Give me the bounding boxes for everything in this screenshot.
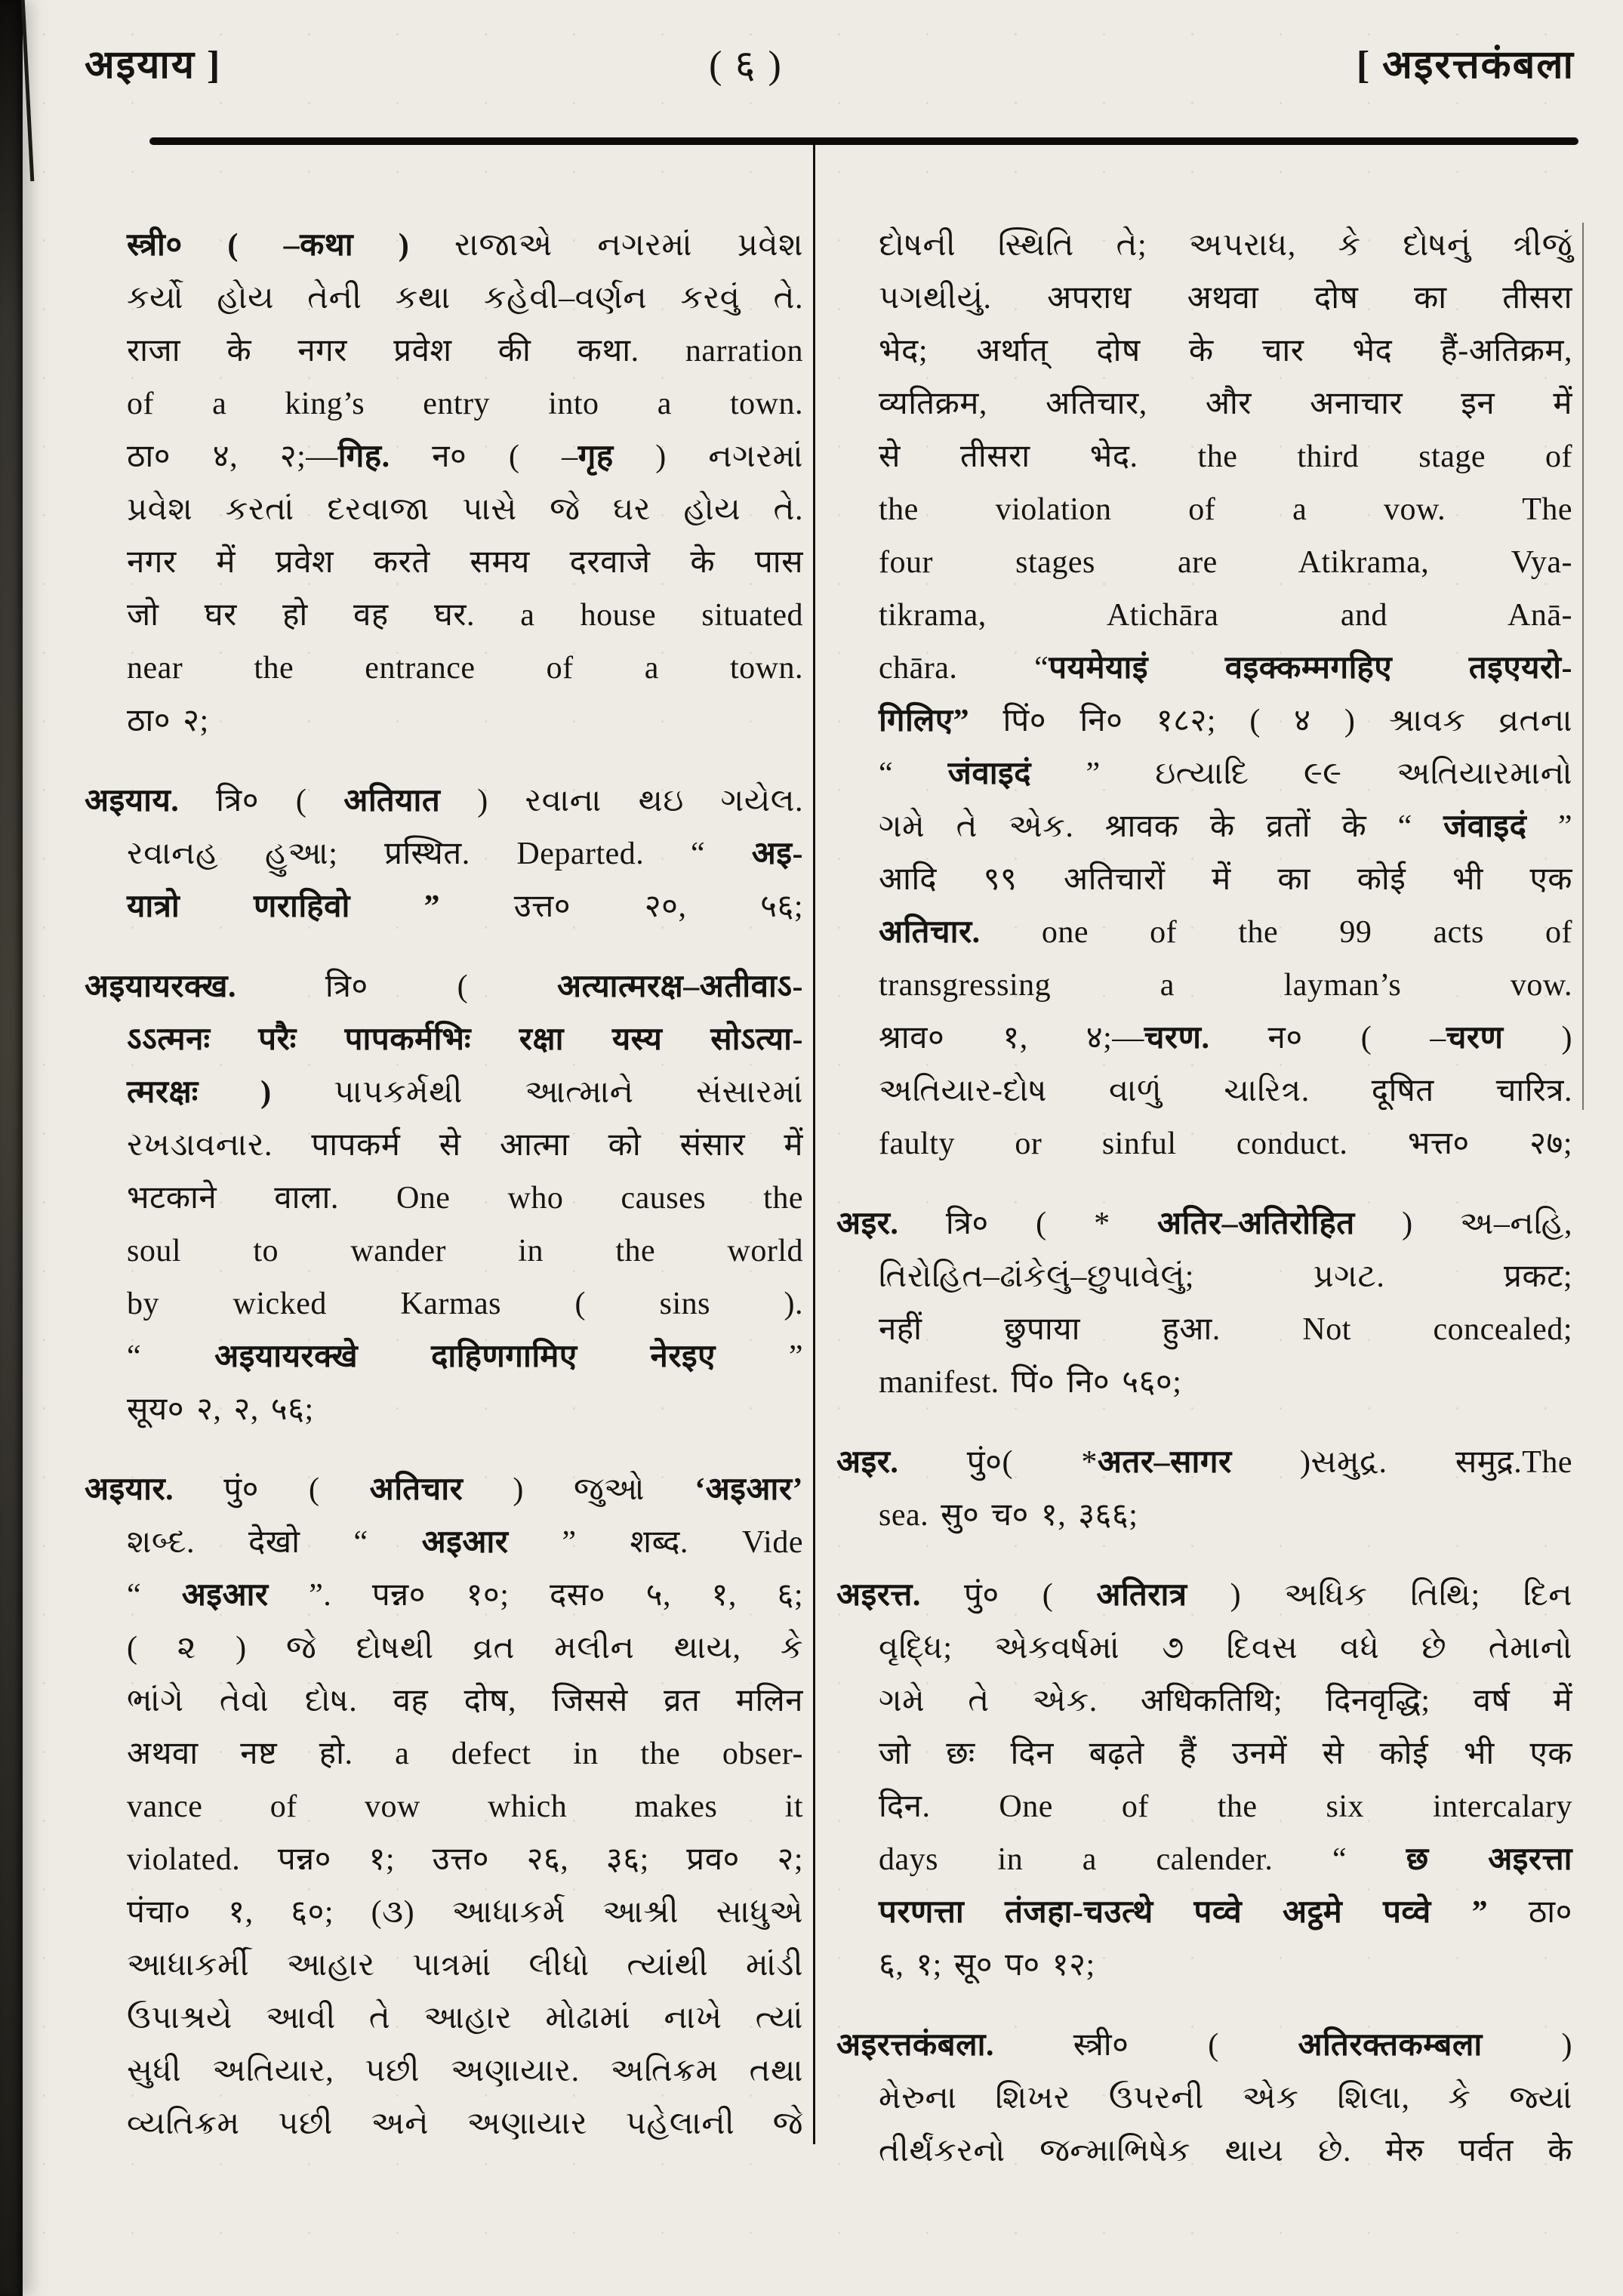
body-text: faulty or sinful conduct. भत्त० २७; (879, 1126, 1572, 1161)
body-text: one of the 99 acts of (980, 915, 1572, 950)
text-line (85, 2045, 803, 2097)
headword-text: अइयाय. (85, 784, 180, 818)
text-line (85, 219, 803, 272)
body-text: ”. पन्न० १०; दस० ५, १, ६; (268, 1578, 803, 1613)
body-text: ६, १; सू० प० १२; (879, 1948, 1095, 1983)
headword-text: गृह (577, 439, 614, 474)
text-line (85, 1225, 803, 1277)
body-text: ठा० ४, २;— (127, 439, 338, 474)
body-text: violated. पन्न० १; उत्त० २६, ३६; प्रव० २; (127, 1842, 803, 1877)
body-text: વ્યતિક્રમ પછી અને અણાયાર પહેલાની જે (127, 2106, 803, 2141)
left-column (85, 219, 803, 2150)
text-line (85, 1622, 803, 1675)
body-text: ” ઇત્યાદિ ૯૯ અતિયારમાનો (1031, 757, 1572, 791)
headword-text: अइआर (181, 1578, 269, 1613)
body-text: “ (127, 1578, 182, 1613)
body-text: ) અ–નહિ, (1354, 1207, 1572, 1241)
headword-text: चरण. (1144, 1021, 1210, 1056)
text-line (836, 747, 1572, 800)
body-text: ठा० २; (127, 704, 209, 738)
header-rule (149, 137, 1578, 145)
text-line (836, 536, 1572, 589)
body-text: से तीसरा भेद. the third stage of (879, 439, 1572, 474)
headword-text: अतिचार (369, 1472, 463, 1507)
headword-text: अइआर (421, 1525, 509, 1560)
text-line (85, 1727, 803, 1780)
body-text: tikrama, Atichāra and Anā- (879, 598, 1572, 633)
body-text: न० ( – (1209, 1021, 1446, 1056)
text-line (836, 1939, 1572, 1992)
text-line (85, 378, 803, 430)
headword-text: अतिचार. (879, 915, 981, 950)
body-text: manifest. पिं० नि० ५६०; (879, 1365, 1182, 1400)
body-text: chāra. “ (879, 651, 1049, 686)
body-text: ) જુઓ (463, 1472, 695, 1507)
body-text: पुं० ( (920, 1578, 1097, 1613)
headword-text: ऽऽत्मनः परैः पापकर्मभिः रक्षा यस्य सोऽत्या- (127, 1022, 803, 1057)
dictionary-entry-line (85, 1463, 803, 1516)
body-text: त्रि० ( * (898, 1207, 1158, 1241)
text-line (85, 430, 803, 483)
body-text: पुं० ( (174, 1472, 370, 1507)
body-text: सूय० २, २, ५६; (127, 1392, 314, 1427)
text-line (85, 1516, 803, 1569)
headword-text: स्त्री० ( –कथा ) (127, 228, 454, 263)
header-right-catchword: [ अइरत्तकंबला (1356, 44, 1575, 87)
text-line (85, 1992, 803, 2045)
text-line (836, 1622, 1572, 1675)
body-text: त्रि० ( (236, 969, 558, 1004)
body-text: the violation of a vow. The (879, 492, 1572, 527)
text-line (85, 1383, 803, 1436)
text-line (85, 1675, 803, 1727)
text-line (85, 1277, 803, 1330)
text-line (836, 2125, 1572, 2177)
text-line (85, 1066, 803, 1119)
body-text: days in a calender. “ (879, 1842, 1406, 1877)
body-text: ” शब्द. Vide (508, 1525, 803, 1560)
text-line (85, 272, 803, 325)
headword-text: जंवाइदं (947, 757, 1031, 791)
text-line (836, 1065, 1572, 1117)
headword-text: गिह. (337, 439, 390, 474)
body-text: ઉપાશ્રયે આવી તે આહાર મોઢામાં નાખે ત્યાં (127, 2001, 803, 2036)
text-line (85, 1330, 803, 1383)
headword-text: गिलिए” (879, 704, 970, 738)
text-line (836, 642, 1572, 695)
headword-text: त्मरक्षः ) (127, 1075, 272, 1110)
headword-text: अइ- (751, 837, 803, 871)
dictionary-entry-line (836, 2019, 1572, 2072)
body-text: “ (879, 757, 948, 791)
text-line (836, 800, 1572, 853)
body-text: पंचा० १, ६०; (૩) આધાકર્મ આશ્રી સાધુએ (127, 1895, 803, 1930)
body-text: ગમે તે એક. श्रावक के व्रतों के “ (879, 809, 1444, 844)
body-text: आदि ९९ अतिचारों में का कोई भी एक (879, 862, 1572, 897)
text-line (85, 589, 803, 642)
headword-text: अइरत्तकंबला. (836, 2028, 995, 2063)
page-number: ( ६ ) (709, 44, 783, 87)
body-text: “ (127, 1339, 215, 1374)
text-line (836, 1675, 1572, 1727)
body-text: राजा के नगर प्रवेश की कथा. narration (127, 334, 803, 368)
body-text: नगर में प्रवेश करते समय दरवाजे के पास (127, 545, 803, 580)
body-text: ) (1503, 1021, 1572, 1056)
headword-text: अइरत्त. (836, 1578, 921, 1613)
text-line (85, 483, 803, 536)
body-text: પગથીયું. अपराध अथवा दोष का तीसरा (879, 281, 1572, 316)
text-line (85, 2097, 803, 2150)
text-line (85, 1780, 803, 1833)
text-line (85, 325, 803, 378)
text-line (85, 1119, 803, 1172)
body-text: ) (1482, 2028, 1572, 2063)
text-line (85, 642, 803, 695)
body-text: by wicked Karmas ( sins ). (127, 1287, 803, 1321)
text-line (836, 430, 1572, 483)
binding-shadow-strip (0, 0, 23, 2296)
column-divider (813, 145, 815, 2144)
text-line (85, 1172, 803, 1225)
headword-text: अइर. (836, 1207, 899, 1241)
body-text: नहीं छुपाया हुआ. Not concealed; (879, 1312, 1572, 1347)
headword-text: अइयार. (85, 1472, 174, 1507)
body-text: vance of vow which makes it (127, 1789, 803, 1824)
text-line (836, 2072, 1572, 2125)
body-text: રખડાવનાર. पापकर्म से आत्मा को संसार में (127, 1128, 803, 1163)
body-text: न० ( – (390, 439, 578, 474)
text-line (836, 695, 1572, 747)
text-line (85, 1013, 803, 1066)
headword-text: जंवाइदं (1443, 809, 1527, 844)
body-text: उत्त० २०, ५६; (440, 889, 803, 924)
body-text: व्यतिक्रम, अतिचार, और अनाचार इन में (879, 387, 1572, 421)
headword-text: छ अइरत्ता (1406, 1842, 1573, 1877)
text-line (836, 853, 1572, 906)
body-text: રાજાએ નગરમાં પ્રવેશ (454, 228, 803, 263)
body-text: તિરોહિત–ઢાંકેલું–છુપાવેલું; પ્રગટ. प्रकट; (879, 1259, 1572, 1294)
body-text: ) અધિક તિથિ; દિન (1187, 1578, 1572, 1613)
body-text: स्त्री० ( (994, 2028, 1298, 2063)
text-line (836, 1250, 1572, 1303)
body-text: મેરુના શિખર ઉપરની એક શિલા, કે જ્યાં (879, 2081, 1572, 2116)
body-text: વૃદ્ધિ; એકવર્ષમાં ૭ દિવસ વધે છે તેમાનો (879, 1631, 1572, 1666)
body-text: શબ્દ. देखो “ (127, 1525, 422, 1560)
text-line (836, 1356, 1572, 1409)
text-line (85, 1939, 803, 1992)
body-text: ગમે તે એક. अधिकतिथि; दिनवृद्धि; वर्ष में (879, 1684, 1572, 1718)
body-text: તીર્થંકરનો જન્માભિષેક થાય છે. मेरु पर्वत के (879, 2134, 1572, 2168)
body-text: સુધી અતિયાર, પછી અણાયાર. અતિક્રમ તથા (127, 2054, 803, 2088)
body-text: दिन. One of the six intercalary (879, 1789, 1572, 1824)
text-line (836, 589, 1572, 642)
headword-text: यात्रो णराहिवो ” (127, 889, 441, 924)
text-line (85, 536, 803, 589)
dictionary-entry-line (85, 960, 803, 1013)
body-text: sea. सु० च० १, ३६६; (879, 1498, 1138, 1533)
text-line (836, 1780, 1572, 1833)
body-text: ” (1526, 809, 1572, 844)
body-text: पिं० नि० १८२; ( ४ ) શ્રાવક વ્રતના (969, 704, 1572, 738)
headword-text: अतिरात्र (1096, 1578, 1187, 1613)
text-line (85, 827, 803, 880)
headword-text: ‘अइआर’ (694, 1472, 803, 1507)
text-line (836, 959, 1572, 1012)
body-text: પાપકર્મથી આત્માને સંસારમાં (271, 1075, 803, 1110)
text-line (836, 1727, 1572, 1780)
text-line (85, 1833, 803, 1886)
body-text: ) નગરમાં (613, 439, 804, 474)
text-line (836, 1886, 1572, 1939)
right-column (836, 219, 1572, 2177)
body-text: દોષની સ્થિતિ તે; અપરાધ, કે દોષનું ત્રીજું (879, 228, 1572, 263)
headword-text: पयमेयाइं वइक्कम्मगहिए तइएयरो- (1049, 651, 1572, 686)
text-line (836, 272, 1572, 325)
headword-text: अतर–सागर (1097, 1445, 1232, 1480)
body-text: near the entrance of a town. (127, 651, 803, 686)
body-text: भेद; अर्थात् दोष के चार भेद हैं-अतिक्रम, (879, 334, 1572, 368)
text-line (836, 1117, 1572, 1170)
page-edge-line (1582, 223, 1584, 1110)
body-text: पुं०( * (898, 1445, 1098, 1480)
text-line (85, 1569, 803, 1622)
text-line (836, 219, 1572, 272)
text-line (836, 1833, 1572, 1886)
text-line (85, 695, 803, 747)
text-line (836, 378, 1572, 430)
text-line (836, 325, 1572, 378)
headword-text: अइर. (836, 1445, 899, 1480)
headword-text: चरण (1446, 1021, 1504, 1056)
headword-text: अत्यात्मरक्ष–अतीवाऽ- (557, 969, 803, 1004)
body-text: त्रि० ( (179, 784, 344, 818)
headword-text: अइयायरक्ख. (85, 969, 236, 1004)
body-text: four stages are Atikrama, Vya- (879, 545, 1572, 580)
text-line (836, 1489, 1572, 1542)
headword-text: अतिरक्तकम्बला (1298, 2028, 1483, 2063)
body-text: ” (715, 1339, 803, 1374)
body-text: આધાકર્મી આહાર પાત્રમાં લીધો ત્યાંથી માંડી (127, 1948, 803, 1983)
body-text: ( ૨ ) જે દોષથી વ્રત મલીન થાય, કે (127, 1631, 803, 1666)
dictionary-entry-line (85, 775, 803, 827)
body-text: રવાનહ હુઆ; प्रस्थित. Departed. “ (127, 837, 752, 871)
body-text: जो छः दिन बढ़ते हैं उनमें से कोई भी एक (879, 1737, 1572, 1771)
text-line (836, 1303, 1572, 1356)
text-line (836, 906, 1572, 959)
body-text: transgressing a layman’s vow. (879, 968, 1572, 1003)
text-line (85, 880, 803, 933)
text-line (85, 1886, 803, 1939)
body-text: કર્યો હોય તેની કથા કહેવી–વર્ણન કરવું તે. (127, 281, 803, 316)
body-text: ) રવાના થઇ ગયેલ. (440, 784, 803, 818)
body-text: )સમુદ્ર. समुद्र.The (1231, 1445, 1573, 1480)
dictionary-entry-line (836, 1569, 1572, 1622)
headword-text: अतिर–अतिरोहित (1157, 1207, 1355, 1241)
body-text: अथवा नष्ट हो. a defect in the obser- (127, 1737, 803, 1771)
body-text: भटकाने वाला. One who causes the (127, 1181, 803, 1216)
text-line (836, 1012, 1572, 1065)
body-text: ठा० (1488, 1895, 1573, 1930)
headword-text: अतियात (343, 784, 441, 818)
headword-text: परणत्ता तंजहा-चउत्थे पव्वे अट्ठमे पव्वे ” (879, 1895, 1489, 1930)
body-text: ભાંગે તેવો દોષ. वह दोष, जिससे व्रत मलिन (127, 1684, 803, 1718)
dictionary-entry-line (836, 1197, 1572, 1250)
header-left-catchword: अइयाय ] (85, 44, 222, 87)
body-text: of a king’s entry into a town. (127, 387, 803, 421)
body-text: soul to wander in the world (127, 1234, 803, 1268)
body-text: અતિયાર-દોષ વાળું ચારિત્ર. दूषित चारित्र. (879, 1074, 1572, 1108)
body-text: પ્રવેશ કરતાં દરવાજા પાસે જે ઘર હોય તે. (127, 492, 803, 527)
dictionary-entry-line (836, 1436, 1572, 1489)
headword-text: अइयायरक्खे दाहिणगामिए नेरइए (214, 1339, 716, 1374)
text-line (836, 483, 1572, 536)
body-text: श्राव० १, ४;— (879, 1021, 1144, 1056)
body-text: जो घर हो वह घर. a house situated (127, 598, 803, 633)
